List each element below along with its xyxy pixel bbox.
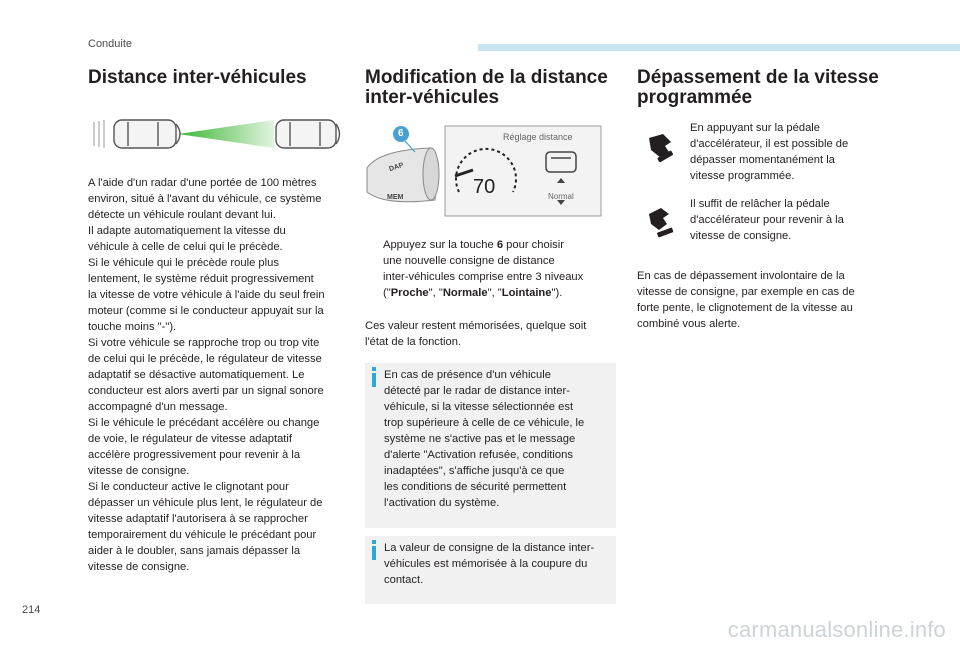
foot-releasing-pedal-icon bbox=[643, 204, 677, 238]
info-box-memory bbox=[365, 536, 616, 604]
header-accent-bar bbox=[478, 44, 960, 51]
level-proche: Proche bbox=[390, 287, 429, 299]
info-icon bbox=[370, 367, 378, 387]
callout-6: 6 bbox=[398, 128, 404, 139]
info-text-memory: La valeur de consigne de la distance inter- véhicules est mémorisée à la coupure du contact. bbox=[384, 542, 595, 586]
radar-illustration bbox=[88, 108, 348, 160]
watermark: carmanualsonline.info bbox=[727, 617, 946, 642]
screen-title: Réglage distance bbox=[503, 132, 573, 142]
lead-van-icon bbox=[276, 120, 340, 148]
section-title-distance: Distance inter-véhicules bbox=[88, 67, 307, 88]
distance-instruction: Appuyez sur la touche 6 pour choisir une nouvelle consigne de distance inter-véhicules comprise entre 3 niveaux ("Proche", "Normale", "Lointaine"). bbox=[383, 239, 584, 299]
level-normale: Normale bbox=[442, 287, 488, 299]
stalk-label-mem: MEM bbox=[387, 194, 404, 201]
key-6-label: 6 bbox=[496, 239, 504, 251]
release-pedal-text: Il suffit de relâcher la pédale d'accélérateur pour revenir à la vitesse de consigne. bbox=[690, 198, 844, 242]
distance-setting-illustration bbox=[365, 120, 605, 218]
level-lointaine: Lointaine bbox=[501, 287, 552, 299]
foot-pressing-pedal-icon bbox=[643, 130, 677, 164]
press-pedal-text: En appuyant sur la pédale d'accélérateur, il est possible de dépasser momentanément la vitesse programmée. bbox=[690, 122, 849, 182]
overspeed-alert-text: En cas de dépassement involontaire de la vitesse de consigne, par exemple en cas de forte pente, le clignotement de la vitesse au combiné vous alerte. bbox=[637, 270, 855, 330]
info-text-radar-refusal: En cas de présence d'un véhicule détecté par le radar de distance inter- véhicule, si la vitesse sélectionnée est trop supérieure à celle de ce véhicule, le système ne s'active pas et le message d'alerte "Activation refusée, conditions inadaptées", s'affiche jusqu'à ce que les conditions de sécurité permettent l'activation du système. bbox=[384, 369, 585, 509]
section-title-modification: Modification de la distance inter-véhicules bbox=[365, 67, 608, 108]
follower-van-icon bbox=[114, 120, 180, 148]
info-icon bbox=[370, 540, 378, 560]
distance-level-readout: Normal bbox=[548, 192, 574, 201]
stalk-label-dap: DAP bbox=[388, 161, 405, 174]
page-number: 214 bbox=[22, 604, 41, 616]
distance-description: A l'aide d'un radar d'une portée de 100 mètres environ, situé à l'avant du véhicule, ce système détecte un véhicule roulant devant lui. Il adapte automatiquement la vitesse du véhicule à celle de celui qui le précède. Si le véhicule qui le précède roule plus lentement, le système réduit progressivement la vitesse de votre véhicule à l'aide du seul frein moteur (comme si le conducteur appuyait sur la touche moins "-"). Si votre véhicule se rapproche trop ou trop vite de celui qui le précède, le régulateur de vitesse adaptatif se désactive automatiquement. Le conducteur est alors averti par un signal sonore accompagné d'un message. Si le véhicule le précédant accélère ou change de voie, le régulateur de vitesse adaptatif accélère progressivement pour revenir à la vitesse de consigne. Si le conducteur active le clignotant pour dépasser un véhicule plus lent, le régulateur de vitesse adaptatif l'autorisera à se rapprocher temporairement du véhicule le précédant pour aider à le doubler, sans jamais dépasser la vitesse de consigne. bbox=[88, 177, 325, 573]
memory-note: Ces valeur restent mémorisées, quelque soit l'état de la fonction. bbox=[365, 320, 587, 348]
info-box-radar-refusal bbox=[365, 363, 616, 528]
section-title-overspeed: Dépassement de la vitesse programmée bbox=[637, 67, 879, 108]
speed-readout: 70 bbox=[473, 176, 496, 198]
section-header: Conduite bbox=[88, 38, 133, 50]
